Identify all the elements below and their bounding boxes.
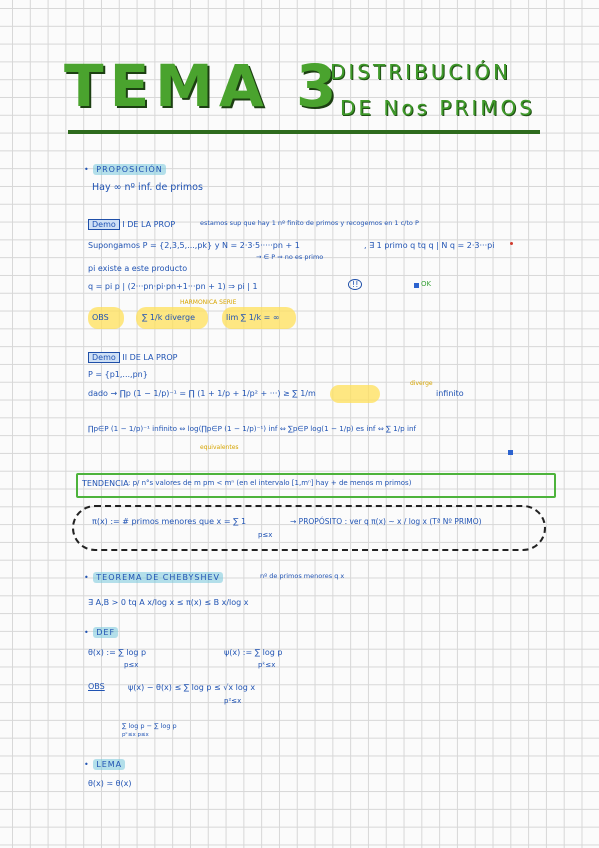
demo2-line1: dado → ∏p (1 − 1/p)⁻¹ = ∏ (1 + 1/p + 1/p² + ···) ≥ ∑ 1/m	[88, 389, 316, 398]
demo2-set: P = {p1,...,pn}	[88, 370, 148, 379]
demo1-label: Demo	[88, 219, 120, 230]
def-psi-sub: pᵏ≤x	[258, 661, 276, 669]
demo1-title: I DE LA PROP	[122, 220, 176, 229]
title-line-2: DE Nos PRIMOS	[340, 96, 535, 120]
demo1-header	[88, 219, 175, 230]
def-obs-label: OBS	[88, 682, 105, 691]
title-underline	[68, 130, 540, 134]
def-theta: θ(x) := ∑ log p	[88, 648, 147, 657]
demo1-line3: q = pi p | (2···pn·pi·pn+1···pn + 1) ⇒ pi | 1	[88, 282, 258, 291]
demo1-mark: !!	[348, 279, 362, 290]
tendencia-label: TENDENCIA	[82, 479, 129, 488]
demo2-header	[88, 352, 178, 363]
obs-label-1: OBS	[92, 313, 109, 322]
demo1-line2: pi existe a este producto	[88, 264, 188, 273]
lema-heading: • LEMA	[84, 760, 125, 769]
ok-mark: OK	[421, 280, 432, 288]
title-line-1: DISTRIBUCIÓN	[330, 60, 511, 84]
pi-proposito: → PROPÓSITO : ver q π(x) ~ x / log x (Tª Nº PRIMO)	[290, 517, 482, 526]
chebyshev-heading: • TEOREMA DE CHEBYSHEV	[84, 573, 223, 582]
def-obs-sub: p²≤x	[224, 697, 242, 705]
proposicion-heading: • PROPOSICIÓN	[84, 165, 166, 174]
square-marker-2	[508, 450, 513, 455]
demo2-line1-end: infinito	[436, 389, 464, 398]
obs-annotation: HARMONICA SERIE	[180, 299, 237, 306]
demo2-line2-annotation: equivalentes	[200, 444, 239, 451]
chebyshev-annotation: nº de primos menores q x	[260, 572, 345, 580]
demo2-line1-annotation: diverge	[410, 380, 433, 387]
title-big: TEMA 3	[64, 52, 343, 120]
obs-lim: lim ∑ 1/k = ∞	[226, 313, 280, 322]
demo1-sub-note: → ∈ P ⇒ no es primo	[256, 253, 324, 261]
def-heading: • DEF	[84, 628, 118, 637]
def-under: ∑ log p − ∑ log p	[122, 722, 177, 730]
tendencia-text: : p/ n°s valores de m pm < mⁿ (en el intervalo [1,mⁿ] hay + de menos m primos)	[128, 479, 412, 487]
def-under-sub: pᵏ≤x p≤x	[122, 732, 149, 738]
demo2-label: Demo	[88, 352, 120, 363]
demo1-line1b: , ∃ 1 primo q tq q | N q = 2·3···pi	[364, 241, 495, 250]
def-obs: ψ(x) − θ(x) ≤ ∑ log p ≤ √x log x	[128, 683, 256, 692]
pi-definition-oval	[72, 505, 546, 551]
red-dot-marker	[510, 242, 513, 245]
def-psi: ψ(x) := ∑ log p	[224, 648, 283, 657]
demo1-line1a: Supongamos P = {2,3,5,...,pk} y N = 2·3·5·····pn + 1	[88, 241, 300, 250]
chebyshev-statement: ∃ A,B > 0 tq A x/log x ≤ π(x) ≤ B x/log x	[88, 598, 249, 607]
demo2-title: II DE LA PROP	[122, 353, 178, 362]
def-theta-sub: p≤x	[124, 661, 139, 669]
proposicion-statement: Hay ∞ nº inf. de primos	[92, 182, 203, 193]
obs-sum: ∑ 1/k diverge	[142, 313, 195, 322]
demo2-highlight	[330, 385, 380, 403]
lema-statement: θ(x) ≍ θ(x)	[88, 779, 132, 788]
square-marker	[414, 283, 419, 288]
pi-definition-sub: p≤x	[258, 531, 273, 539]
demo1-annotation: estamos sup que hay 1 nº finito de primos y recogemos en 1 c/to P	[200, 219, 419, 227]
demo2-line2: ∏p∈P (1 − 1/p)⁻¹ infinito ⇔ log(∏p∈P (1 − 1/p)⁻¹) inf ⇔ ∑p∈P log(1 − 1/p) es inf ⇔ ∑ 1/p inf	[88, 424, 417, 433]
pi-definition: π(x) := # primos menores que x = ∑ 1	[92, 517, 247, 526]
